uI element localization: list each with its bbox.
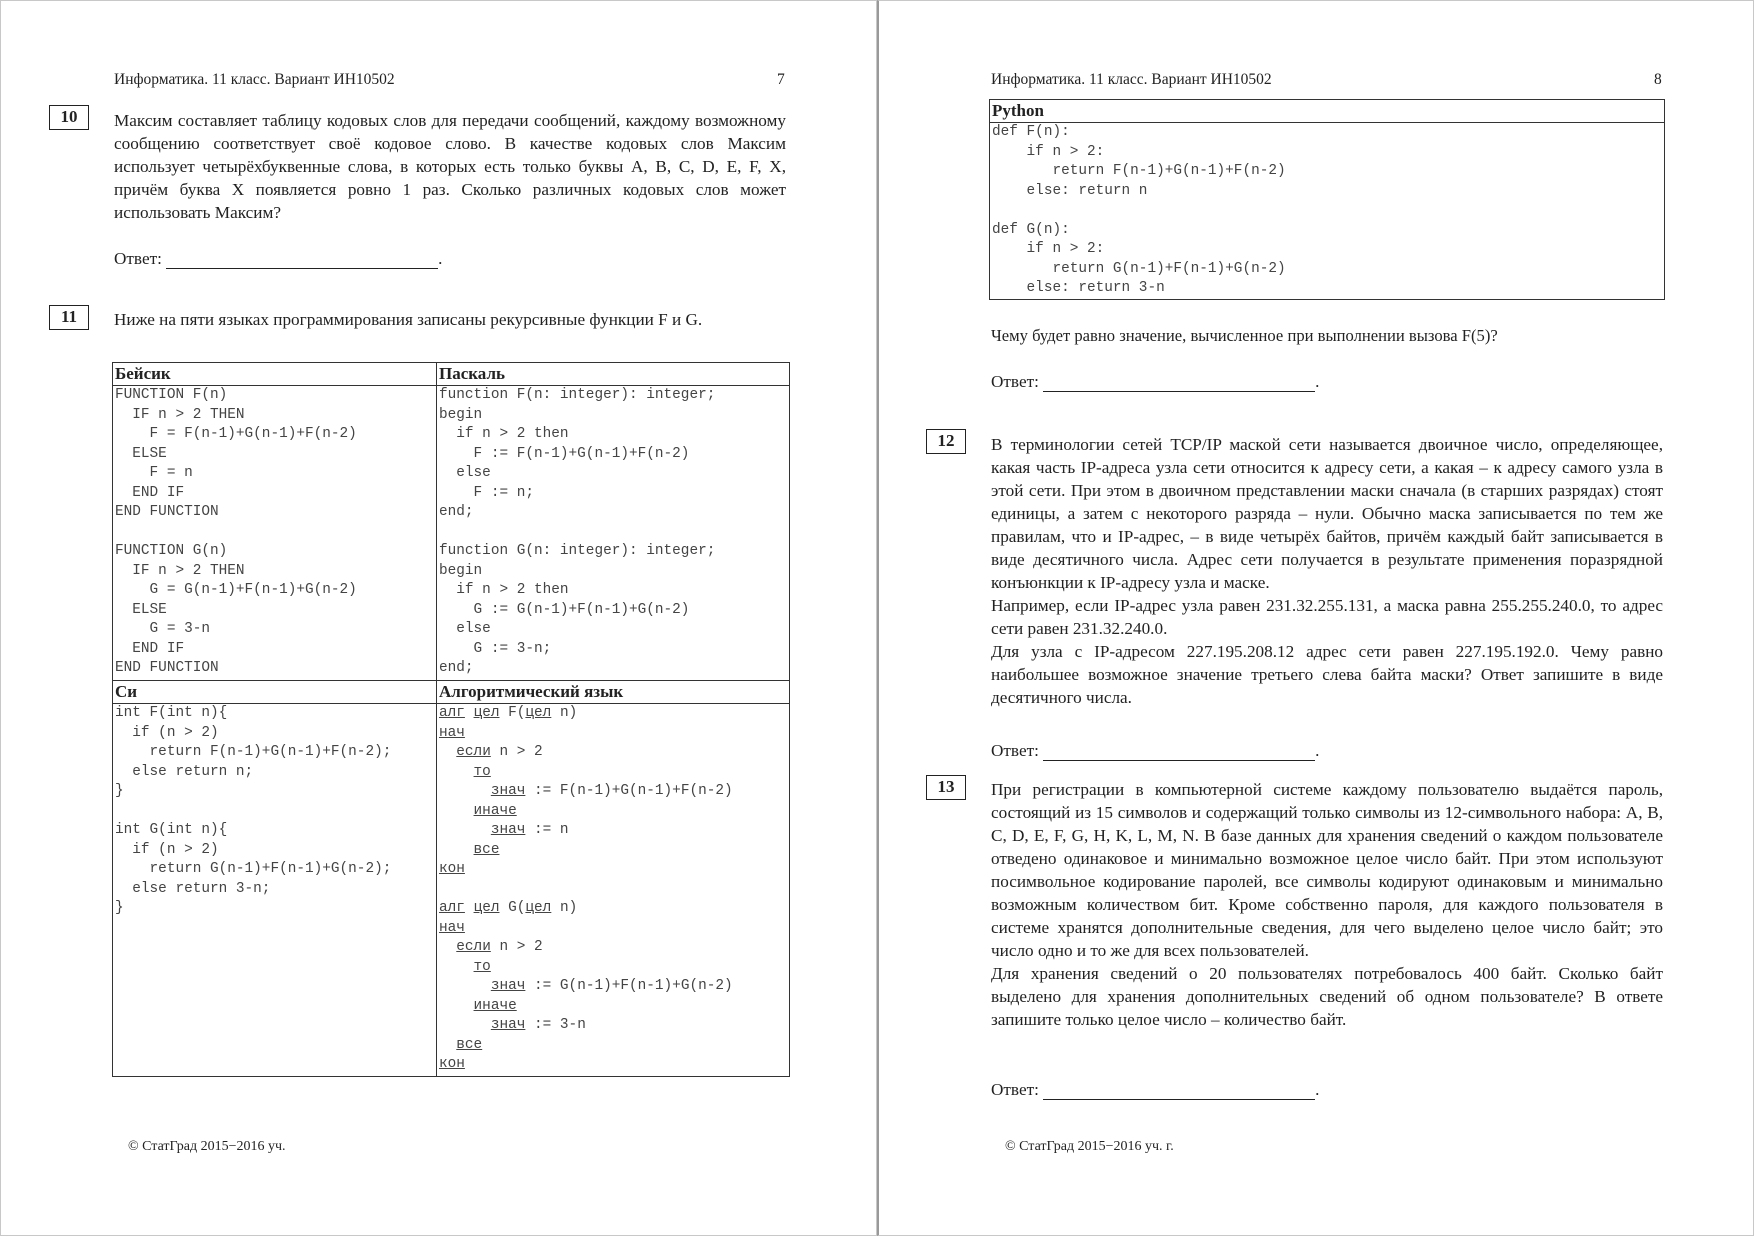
question-text: Максим составляет таблицу кодовых слов для передачи сообщений, каждому возможному сообщению соответствует своё кодовое слово. В качестве кодовых слов Максим использует четырёхбуквенные слова, в которых есть только буквы A, B, C, D, E, F, X, причём буква X появляется ровно 1 раз. Сколько различных кодовых слов может использовать Максим? bbox=[114, 111, 786, 222]
algo-code-text bbox=[439, 959, 474, 975]
question-text: Ниже на пяти языках программирования записаны рекурсивные функции F и G. bbox=[114, 310, 703, 329]
algo-code-text: := F(n-1)+G(n-1)+F(n-2) bbox=[525, 783, 733, 799]
question-10-text bbox=[114, 109, 786, 224]
algo-code-text bbox=[439, 842, 474, 858]
answer-line: Ответ: . bbox=[991, 741, 1320, 760]
algo-code-text bbox=[439, 998, 474, 1014]
c-code: int F(int n){ if (n > 2) return F(n-1)+G(n-1)+F(n-2); else return n; } int G(int n){ if (n > 2) return G(n-1)+F(n-1)+G(n-2); else return 3-n; } bbox=[115, 705, 392, 916]
algo-code-text: G( bbox=[499, 900, 526, 916]
answer-label: Ответ: bbox=[114, 249, 162, 268]
page-header: Информатика. 11 класс. Вариант ИН10502 bbox=[991, 71, 1272, 88]
basic-title: Бейсик bbox=[115, 364, 171, 383]
code-table bbox=[112, 362, 790, 1077]
python-title: Python bbox=[992, 101, 1044, 120]
question-number-box: 12 bbox=[926, 429, 966, 454]
algo-code-text bbox=[439, 822, 491, 838]
question-13-text bbox=[991, 778, 1663, 1031]
page-7 bbox=[0, 0, 877, 1236]
algo-code-text: := G(n-1)+F(n-1)+G(n-2) bbox=[525, 978, 733, 994]
algo-keyword: алг bbox=[439, 705, 465, 721]
algo-keyword: знач bbox=[490, 783, 526, 799]
algo-keyword: цел bbox=[525, 900, 552, 916]
algo-code-text bbox=[439, 744, 456, 760]
question-12-text bbox=[991, 433, 1663, 709]
algo-code-text bbox=[439, 803, 474, 819]
question-paragraph: В терминологии сетей TCP/IP маской сети называется двоичное число, определяющее, какая часть IP-адреса узла сети относится к адресу сети, а какая – к адресу самого узла в этой сети. При этом в двоичном представлении маски сначала (в старших разрядах) стоят единицы, а затем с некоторого разряда – нули. Обычно маска записывается по тем же правилам, что и IP-адрес, – в виде четырёх байтов, причём каждый байт записывается в виде десятичного числа. Адрес сети получается в результате применения поразрядной конъюнкции к IP-адресу узла и маске. bbox=[991, 435, 1663, 592]
page-footer: © СтатГрад 2015−2016 уч. bbox=[128, 1139, 286, 1154]
answer-field[interactable] bbox=[1043, 373, 1315, 392]
c-title: Си bbox=[115, 682, 138, 701]
algo-code-text bbox=[465, 705, 474, 721]
algo-code-text: := n bbox=[525, 822, 569, 838]
algo-code-text: F( bbox=[499, 705, 526, 721]
question-paragraph: Например, если IP-адрес узла равен 231.32.255.131, а маска равна 255.255.240.0, то адрес сети равен 231.32.240.0. bbox=[991, 596, 1663, 638]
answer-label: Ответ: bbox=[991, 372, 1039, 391]
answer-field[interactable] bbox=[166, 250, 438, 269]
answer-field[interactable] bbox=[1043, 1081, 1315, 1100]
algo-code bbox=[437, 704, 789, 1075]
question-number-box: 10 bbox=[49, 105, 89, 130]
algo-code-text bbox=[439, 764, 474, 780]
page-number: 8 bbox=[1654, 71, 1662, 88]
algo-code-text bbox=[465, 900, 474, 916]
answer-line: Ответ: . bbox=[114, 249, 443, 268]
algo-keyword: нач bbox=[439, 724, 465, 741]
page-footer: © СтатГрад 2015−2016 уч. г. bbox=[1005, 1139, 1174, 1154]
answer-label: Ответ: bbox=[991, 741, 1039, 760]
answer-line: Ответ: . bbox=[991, 372, 1320, 391]
basic-code: FUNCTION F(n) IF n > 2 THEN F = F(n-1)+G(n-1)+F(n-2) ELSE F = n END IF END FUNCTION FUNCTION G(n) IF n > 2 THEN G = G(n-1)+F(n-1)+G(n-2) ELSE G = 3-n END IF END FUNCTION bbox=[115, 387, 357, 676]
algo-code-text: n > 2 bbox=[490, 939, 543, 955]
algo-keyword: все bbox=[456, 1036, 483, 1053]
question-11-ask bbox=[991, 324, 1671, 347]
algo-keyword: если bbox=[456, 744, 491, 760]
algo-code-text bbox=[439, 1037, 456, 1053]
page-header: Информатика. 11 класс. Вариант ИН10502 bbox=[114, 71, 395, 88]
question-text: Чему будет равно значение, вычисленное при выполнении вызова F(5)? bbox=[991, 326, 1498, 345]
algo-keyword: иначе bbox=[473, 997, 517, 1014]
algo-keyword: цел bbox=[473, 705, 500, 721]
page-8 bbox=[877, 0, 1754, 1236]
algo-code-text: n > 2 bbox=[490, 744, 543, 760]
algo-keyword: знач bbox=[490, 822, 526, 838]
algo-keyword: алг bbox=[439, 900, 465, 916]
algo-keyword: иначе bbox=[473, 802, 517, 819]
question-number-box: 13 bbox=[926, 775, 966, 800]
algo-code-text: n) bbox=[551, 705, 578, 721]
algo-code-text bbox=[439, 783, 491, 799]
algo-keyword: кон bbox=[439, 861, 465, 877]
algo-code-text bbox=[439, 1017, 491, 1033]
algo-code-text: := 3-n bbox=[525, 1017, 586, 1033]
algo-keyword: все bbox=[473, 841, 500, 858]
pascal-code: function F(n: integer): integer; begin if n > 2 then F := F(n-1)+G(n-1)+F(n-2) else F := n; end; function G(n: integer): integer; begin if n > 2 then G := G(n-1)+F(n-1)+G(n-2) else G := 3-n; end; bbox=[439, 387, 716, 676]
algo-keyword: знач bbox=[490, 978, 526, 994]
question-number-box: 11 bbox=[49, 305, 89, 330]
answer-field[interactable] bbox=[1043, 742, 1315, 761]
algo-keyword: кон bbox=[439, 1056, 465, 1072]
question-paragraph: При регистрации в компьютерной системе каждому пользователю выдаётся пароль, состоящий из 15 символов и содержащий только символы из 12-символьного набора: A, B, C, D, E, F, G, H, K, L, M, N. В базе данных для хранения сведений о каждом пользователе отведено одинаковое и минимально возможное целое число байт. При этом используют посимвольное кодирование паролей, все символы кодируют одинаковым и минимально возможным количеством бит. Кроме собственно пароля, для каждого пользователя в системе хранятся дополнительные сведения, для чего выделено целое число байт; это число одно и то же для всех пользователей. bbox=[991, 780, 1663, 960]
algo-keyword: если bbox=[456, 939, 491, 955]
algo-keyword: то bbox=[473, 763, 491, 780]
algo-code-text bbox=[439, 939, 456, 955]
python-code: def F(n): if n > 2: return F(n-1)+G(n-1)+F(n-2) else: return n def G(n): if n > 2: return G(n-1)+F(n-1)+G(n-2) else: return 3-n bbox=[992, 124, 1286, 296]
algo-code-text: n) bbox=[551, 900, 578, 916]
algo-keyword: цел bbox=[525, 705, 552, 721]
algo-title: Алгоритмический язык bbox=[439, 682, 624, 701]
algo-code-text bbox=[439, 978, 491, 994]
algo-keyword: то bbox=[473, 958, 491, 975]
python-table bbox=[989, 99, 1665, 300]
question-paragraph: Для узла с IP-адресом 227.195.208.12 адрес сети равен 227.195.192.0. Чему равно наибольшее возможное значение третьего слева байта маски? Ответ запишите в виде десятичного числа. bbox=[991, 642, 1663, 707]
page-number: 7 bbox=[777, 71, 785, 88]
algo-keyword: нач bbox=[439, 919, 465, 936]
algo-keyword: знач bbox=[490, 1017, 526, 1033]
answer-line: Ответ: . bbox=[991, 1080, 1320, 1099]
question-11-text bbox=[114, 308, 794, 331]
pascal-title: Паскаль bbox=[439, 364, 505, 383]
answer-label: Ответ: bbox=[991, 1080, 1039, 1099]
algo-keyword: цел bbox=[473, 900, 500, 916]
question-paragraph: Для хранения сведений о 20 пользователях потребовалось 400 байт. Сколько байт выделено для хранения дополнительных сведений об одном пользователе? В ответе запишите только целое число – количество байт. bbox=[991, 964, 1663, 1029]
